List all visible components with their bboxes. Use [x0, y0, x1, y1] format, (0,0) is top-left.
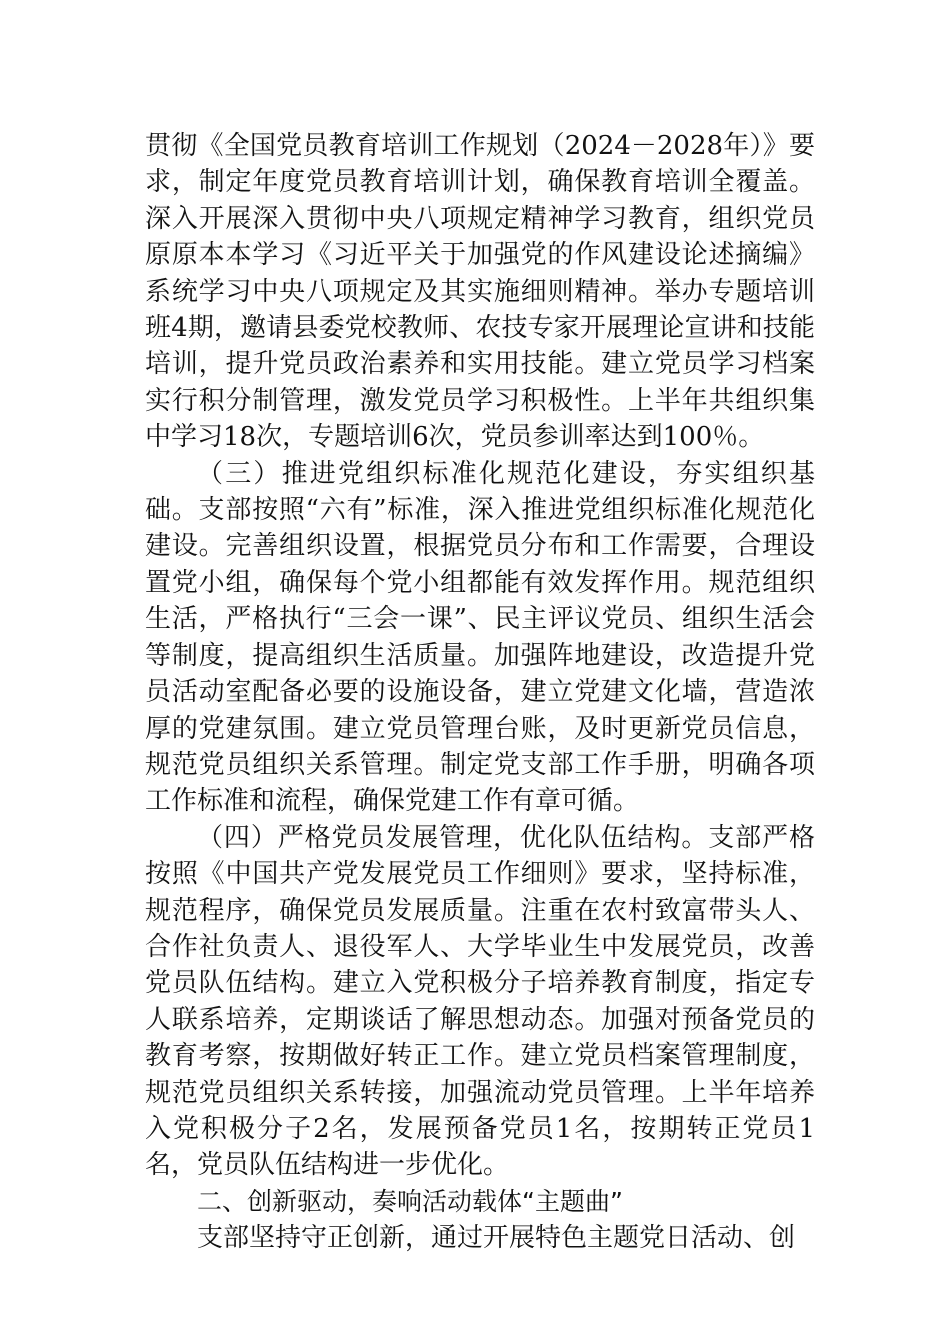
paragraph-training-plan: 贯彻《全国党员教育培训工作规划（2024－2028年）》要求，制定年度党员教育培训计划，确保教育培训全覆盖。深入开展深入贯彻中央八项规定精神学习教育，组织党员原原本本学习《习近平关于加强党的作风建设论述摘编》系统学习中央八项规定及其实施细则精神。举办专题培训班4期，邀请县委党校教师、农技专家开展理论宣讲和技能培训，提升党员政治素养和实用技能。建立党员学习档案实行积分制管理，激发党员学习积极性。上半年共组织集中学习18次，专题培训6次，党员参训率达到100％。 [145, 131, 815, 453]
paragraph-standardization: （三）推进党组织标准化规范化建设，夯实组织基础。支部按照“六有”标准，深入推进党组织标准化规范化建设。完善组织设置，根据党员分布和工作需要，合理设置党小组，确保每个党小组都能有效发挥作用。规范组织生活，严格执行“三会一课”、民主评议党员、组织生活会等制度，提高组织生活质量。加强阵地建设，改造提升党员活动室配备必要的设施设备，建立党建文化墙，营造浓厚的党建氛围。建立党员管理台账，及时更新党员信息，规范党员组织关系管理。制定党支部工作手册，明确各项工作标准和流程，确保党建工作有章可循。 [145, 458, 815, 817]
section-heading-innovation: 二、创新驱动，奏响活动载体“主题曲” [197, 1186, 623, 1216]
document-body [145, 128, 815, 1257]
paragraph-member-development: （四）严格党员发展管理，优化队伍结构。支部严格按照《中国共产党发展党员工作细则》要求，坚持标准，规范程序，确保党员发展质量。注重在农村致富带头人、合作社负责人、退役军人、大学毕业生中发展党员，改善党员队伍结构。建立入党积极分子培养教育制度，指定专人联系培养，定期谈话了解思想动态。加强对预备党员的教育考察，按期做好转正工作。建立党员档案管理制度，规范党员组织关系转接，加强流动党员管理。上半年培养入党积极分子2名，发展预备党员1名，按期转正党员1名，党员队伍结构进一步优化。 [145, 822, 815, 1181]
paragraph-innovation-intro: 支部坚持守正创新，通过开展特色主题党日活动、创 [197, 1223, 796, 1254]
